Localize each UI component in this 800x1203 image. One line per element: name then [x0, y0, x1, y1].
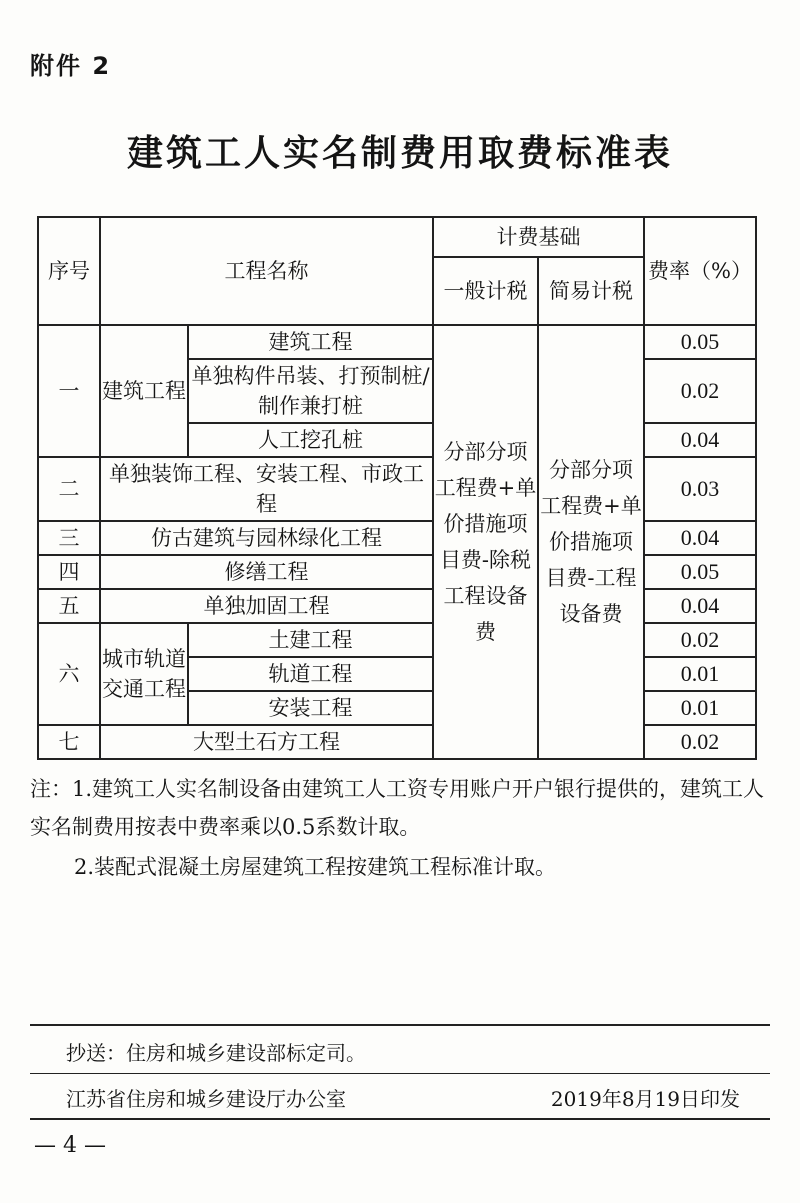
- row-rate: 0.04: [644, 423, 756, 457]
- row-name: 轨道工程: [188, 657, 433, 691]
- row-rate: 0.04: [644, 521, 756, 555]
- header-general: 一般计税: [433, 257, 538, 325]
- row-rate: 0.01: [644, 657, 756, 691]
- cc-line: 抄送：住房和城乡建设部标定司。: [66, 1041, 366, 1065]
- footer-rule-bottom: [30, 1118, 770, 1120]
- fee-standard-table: [37, 216, 757, 760]
- row-seq: 一: [38, 325, 100, 457]
- row-seq: 六: [38, 623, 100, 725]
- row-name: 土建工程: [188, 623, 433, 657]
- page-number: — 4 —: [34, 1133, 106, 1158]
- issuer: 江苏省住房和城乡建设厅办公室: [66, 1087, 346, 1111]
- attachment-label: 附件 2: [30, 52, 112, 80]
- row-name: 人工挖孔桩: [188, 423, 433, 457]
- note-1: 注：1.建筑工人实名制设备由建筑工人工资专用账户开户银行提供的，建筑工人实名制费用按表中费率乘以0.5系数计取。: [30, 777, 765, 839]
- base-simple: 分部分项工程费+单价措施项目费-工程设备费: [538, 325, 644, 759]
- header-base: 计费基础: [433, 217, 644, 257]
- row-name: 仿古建筑与园林绿化工程: [100, 521, 433, 555]
- row-group: 建筑工程: [100, 325, 188, 457]
- issue-date: 2019年8月19日印发: [550, 1087, 740, 1111]
- row-seq: 七: [38, 725, 100, 759]
- header-name: 工程名称: [100, 217, 433, 325]
- row-rate: 0.05: [644, 555, 756, 589]
- note-2: 2.装配式混凝土房屋建筑工程按建筑工程标准计取。: [74, 855, 557, 879]
- header-simple: 简易计税: [538, 257, 644, 325]
- row-rate: 0.04: [644, 589, 756, 623]
- row-rate: 0.01: [644, 691, 756, 725]
- row-rate: 0.02: [644, 623, 756, 657]
- row-name: 建筑工程: [188, 325, 433, 359]
- footer-rule-top: [30, 1024, 770, 1026]
- row-rate: 0.03: [644, 457, 756, 521]
- footer-rule-middle: [30, 1073, 770, 1074]
- row-rate: 0.02: [644, 359, 756, 423]
- row-name: 安装工程: [188, 691, 433, 725]
- row-name: 单独构件吊装、打预制桩/制作兼打桩: [188, 359, 433, 423]
- row-name: 单独加固工程: [100, 589, 433, 623]
- header-rate: 费率（%）: [644, 217, 756, 325]
- row-name: 单独装饰工程、安装工程、市政工程: [100, 457, 433, 521]
- row-rate: 0.05: [644, 325, 756, 359]
- row-group: 城市轨道交通工程: [100, 623, 188, 725]
- header-seq: 序号: [38, 217, 100, 325]
- page-title: 建筑工人实名制费用取费标准表: [126, 133, 673, 174]
- row-seq: 四: [38, 555, 100, 589]
- row-name: 修缮工程: [100, 555, 433, 589]
- row-name: 大型土石方工程: [100, 725, 433, 759]
- row-seq: 五: [38, 589, 100, 623]
- row-rate: 0.02: [644, 725, 756, 759]
- row-seq: 二: [38, 457, 100, 521]
- base-general: 分部分项工程费+单价措施项目费-除税工程设备费: [433, 325, 538, 759]
- notes: [30, 770, 772, 886]
- row-seq: 三: [38, 521, 100, 555]
